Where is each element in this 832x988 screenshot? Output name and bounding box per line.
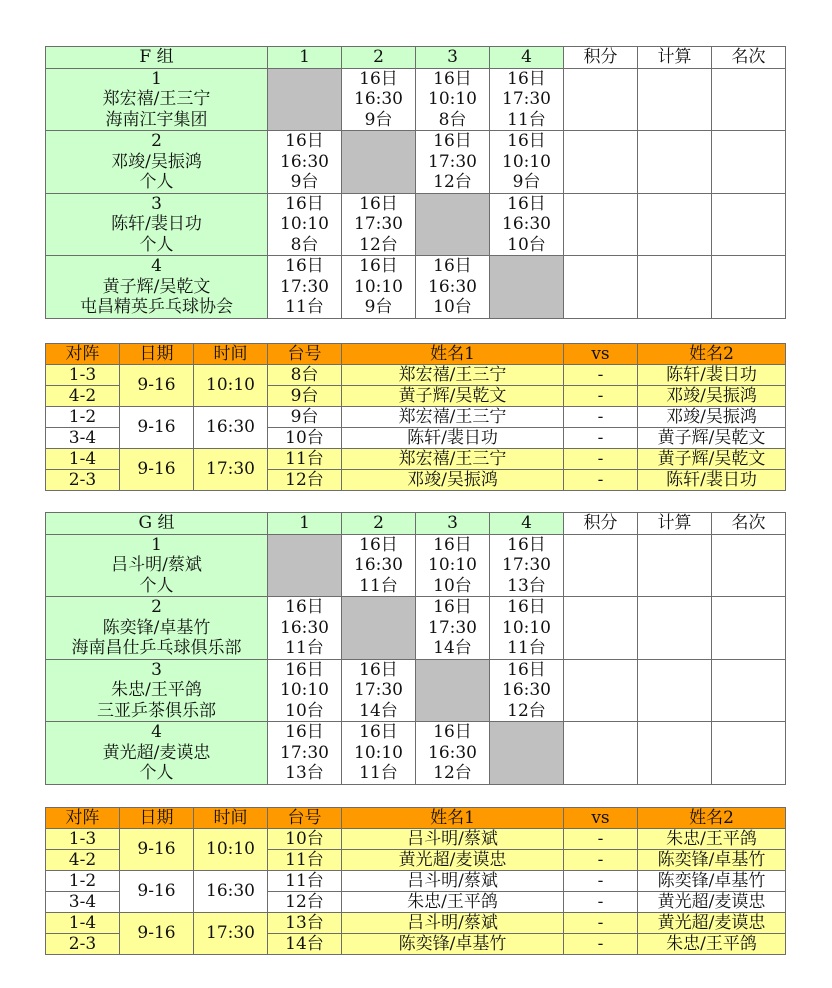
match-table: 11台	[285, 638, 324, 658]
match-day: 16日	[285, 131, 324, 151]
match-table: 9台	[512, 172, 541, 192]
player1-cell: 郑宏禧/王三宁	[342, 407, 564, 428]
player2-cell: 陈奕锋/卓基竹	[638, 871, 786, 892]
col-header-4: 4	[490, 513, 564, 535]
match-table: 14台	[359, 700, 398, 721]
match-time: 17:30	[502, 89, 551, 109]
group-header-row	[46, 513, 786, 535]
match-day: 16日	[433, 597, 472, 617]
player2-cell: 黄子辉/吴乾文	[638, 428, 786, 449]
player-name: 郑宏禧/王三宁	[102, 89, 211, 109]
match-time: 10:10	[428, 555, 477, 575]
match-table: 10台	[285, 700, 324, 721]
player1-cell: 黄子辉/吴乾文	[342, 386, 564, 407]
player-name: 朱忠/王平鸽	[111, 680, 202, 700]
match-day: 16日	[359, 659, 398, 680]
match-cell	[416, 534, 490, 597]
player-club: 海南江宇集团	[105, 109, 208, 130]
vs-cell: -	[564, 407, 638, 428]
match-time: 16:30	[428, 276, 477, 297]
match-table: 8台	[290, 234, 319, 255]
player-cell	[46, 68, 268, 131]
player-club: 海南昌仕乒乓球俱乐部	[71, 638, 242, 658]
schedule-row	[46, 829, 786, 850]
col-header-calc: 计算	[638, 513, 712, 535]
player1-cell: 吕斗明/蔡斌	[342, 829, 564, 850]
player-name: 邓竣/吴振鸿	[111, 151, 202, 172]
table-cell: 13台	[268, 913, 342, 934]
points-cell	[564, 722, 638, 785]
match-table: 10台	[507, 234, 546, 255]
time-cell: 10:10	[194, 365, 268, 407]
match-day: 16日	[359, 722, 398, 742]
match-time: 16:30	[502, 680, 551, 700]
player-number: 2	[151, 131, 162, 151]
time-cell: 16:30	[194, 871, 268, 913]
pair-cell: 4-2	[46, 386, 120, 407]
date-cell: 9-16	[120, 449, 194, 491]
table-cell: 8台	[268, 365, 342, 386]
col-header-table: 台号	[268, 344, 342, 365]
match-table: 9台	[290, 172, 319, 192]
col-header-vs: vs	[564, 344, 638, 365]
pair-cell: 1-2	[46, 871, 120, 892]
player-club: 个人	[139, 763, 174, 783]
self-match-cell	[342, 131, 416, 194]
player-row	[46, 534, 786, 597]
table-cell: 9台	[268, 407, 342, 428]
match-day: 16日	[359, 256, 398, 276]
match-day: 16日	[507, 534, 546, 555]
table-cell: 10台	[268, 428, 342, 449]
col-header-vs: vs	[564, 808, 638, 829]
player-cell	[46, 131, 268, 194]
calc-cell	[638, 193, 712, 256]
col-header-rank: 名次	[712, 513, 786, 535]
match-time: 16:30	[354, 89, 403, 109]
match-table: 11台	[507, 109, 546, 130]
col-header-time: 时间	[194, 808, 268, 829]
match-day: 16日	[359, 534, 398, 555]
vs-cell: -	[564, 386, 638, 407]
match-time: 16:30	[280, 151, 329, 172]
player2-cell: 陈奕锋/卓基竹	[638, 850, 786, 871]
date-cell: 9-16	[120, 829, 194, 871]
match-table: 12台	[433, 763, 472, 783]
table-cell: 9台	[268, 386, 342, 407]
calc-cell	[638, 722, 712, 785]
match-table: 12台	[359, 234, 398, 255]
player-club: 屯昌精英乒乓球协会	[80, 297, 233, 317]
calc-cell	[638, 256, 712, 319]
schedule-row	[46, 365, 786, 386]
self-match-cell	[268, 534, 342, 597]
self-match-cell	[490, 256, 564, 319]
match-cell	[268, 131, 342, 194]
match-cell	[490, 68, 564, 131]
match-cell	[268, 597, 342, 660]
col-header-pair: 对阵	[46, 808, 120, 829]
match-cell	[342, 659, 416, 722]
match-time: 10:10	[428, 89, 477, 109]
match-cell	[342, 722, 416, 785]
match-day: 16日	[433, 534, 472, 555]
calc-cell	[638, 534, 712, 597]
match-time: 16:30	[354, 555, 403, 575]
match-table: 11台	[507, 638, 546, 658]
match-cell	[490, 193, 564, 256]
table-cell: 14台	[268, 934, 342, 955]
col-header-1: 1	[268, 47, 342, 69]
date-cell: 9-16	[120, 871, 194, 913]
time-cell: 16:30	[194, 407, 268, 449]
player-name: 陈轩/裴日功	[111, 214, 202, 234]
player1-cell: 黄光超/麦谟忠	[342, 850, 564, 871]
match-cell	[342, 534, 416, 597]
schedule-row	[46, 407, 786, 428]
player-cell	[46, 597, 268, 660]
match-day: 16日	[285, 659, 324, 680]
col-header-pair: 对阵	[46, 344, 120, 365]
pair-cell: 1-3	[46, 365, 120, 386]
col-header-4: 4	[490, 47, 564, 69]
vs-cell: -	[564, 892, 638, 913]
schedule-row	[46, 871, 786, 892]
match-time: 17:30	[428, 617, 477, 638]
col-header-name2: 姓名2	[638, 344, 786, 365]
match-cell	[342, 68, 416, 131]
col-header-calc: 计算	[638, 47, 712, 69]
match-cell	[416, 256, 490, 319]
col-header-points: 积分	[564, 513, 638, 535]
date-cell: 9-16	[120, 407, 194, 449]
player1-cell: 朱忠/王平鸽	[342, 892, 564, 913]
player1-cell: 郑宏禧/王三宁	[342, 365, 564, 386]
match-time: 17:30	[502, 555, 551, 575]
player1-cell: 吕斗明/蔡斌	[342, 913, 564, 934]
date-cell: 9-16	[120, 913, 194, 955]
group-table-g	[45, 512, 786, 785]
time-cell: 17:30	[194, 913, 268, 955]
match-cell	[416, 597, 490, 660]
col-header-1: 1	[268, 513, 342, 535]
vs-cell: -	[564, 913, 638, 934]
date-cell: 9-16	[120, 365, 194, 407]
player2-cell: 朱忠/王平鸽	[638, 934, 786, 955]
match-table: 8台	[438, 109, 467, 130]
player-row	[46, 193, 786, 256]
player2-cell: 黄光超/麦谟忠	[638, 913, 786, 934]
match-table: 10台	[433, 297, 472, 317]
player-row	[46, 597, 786, 660]
points-cell	[564, 193, 638, 256]
match-cell	[490, 597, 564, 660]
player1-cell: 陈轩/裴日功	[342, 428, 564, 449]
match-time: 10:10	[502, 151, 551, 172]
player-name: 吕斗明/蔡斌	[111, 555, 202, 575]
time-cell: 10:10	[194, 829, 268, 871]
match-cell	[342, 256, 416, 319]
player2-cell: 朱忠/王平鸽	[638, 829, 786, 850]
points-cell	[564, 68, 638, 131]
match-table: 13台	[285, 763, 324, 783]
vs-cell: -	[564, 449, 638, 470]
col-header-3: 3	[416, 513, 490, 535]
vs-cell: -	[564, 829, 638, 850]
player1-cell: 陈奕锋/卓基竹	[342, 934, 564, 955]
rank-cell	[712, 597, 786, 660]
schedule-row	[46, 449, 786, 470]
col-header-date: 日期	[120, 808, 194, 829]
col-header-name1: 姓名1	[342, 344, 564, 365]
match-table: 14台	[433, 638, 472, 658]
player-cell	[46, 256, 268, 319]
col-header-3: 3	[416, 47, 490, 69]
match-day: 16日	[359, 193, 398, 214]
player-name: 黄光超/麦谟忠	[102, 742, 211, 763]
pair-cell: 2-3	[46, 470, 120, 491]
match-table: 12台	[507, 700, 546, 721]
player2-cell: 陈轩/裴日功	[638, 470, 786, 491]
match-time: 10:10	[280, 680, 329, 700]
player-club: 个人	[139, 575, 174, 596]
vs-cell: -	[564, 934, 638, 955]
points-cell	[564, 256, 638, 319]
vs-cell: -	[564, 365, 638, 386]
match-cell	[490, 659, 564, 722]
match-time: 10:10	[280, 214, 329, 234]
time-cell: 17:30	[194, 449, 268, 491]
vs-cell: -	[564, 470, 638, 491]
match-table: 13台	[507, 575, 546, 596]
player-row	[46, 722, 786, 785]
group-table-f	[45, 46, 786, 319]
pair-cell: 1-2	[46, 407, 120, 428]
rank-cell	[712, 131, 786, 194]
match-cell	[268, 256, 342, 319]
match-cell	[416, 722, 490, 785]
match-day: 16日	[507, 659, 546, 680]
calc-cell	[638, 597, 712, 660]
rank-cell	[712, 534, 786, 597]
player-number: 3	[151, 193, 162, 214]
match-day: 16日	[433, 68, 472, 89]
col-header-date: 日期	[120, 344, 194, 365]
player-row	[46, 659, 786, 722]
player2-cell: 黄光超/麦谟忠	[638, 892, 786, 913]
match-cell	[268, 722, 342, 785]
match-day: 16日	[433, 131, 472, 151]
player-cell	[46, 659, 268, 722]
match-table: 10台	[433, 575, 472, 596]
vs-cell: -	[564, 428, 638, 449]
pair-cell: 1-4	[46, 449, 120, 470]
schedule-header-row	[46, 344, 786, 365]
player-row	[46, 256, 786, 319]
table-cell: 11台	[268, 850, 342, 871]
player-number: 1	[151, 68, 162, 89]
player1-cell: 吕斗明/蔡斌	[342, 871, 564, 892]
player-club: 个人	[139, 234, 174, 255]
match-time: 10:10	[354, 742, 403, 763]
match-day: 16日	[285, 193, 324, 214]
player-number: 2	[151, 597, 162, 617]
col-header-points: 积分	[564, 47, 638, 69]
player-cell	[46, 193, 268, 256]
match-day: 16日	[285, 256, 324, 276]
pair-cell: 2-3	[46, 934, 120, 955]
table-cell: 11台	[268, 449, 342, 470]
schedule-row	[46, 913, 786, 934]
pair-cell: 3-4	[46, 892, 120, 913]
self-match-cell	[268, 68, 342, 131]
rank-cell	[712, 193, 786, 256]
match-cell	[416, 131, 490, 194]
rank-cell	[712, 722, 786, 785]
pair-cell: 1-3	[46, 829, 120, 850]
col-header-table: 台号	[268, 808, 342, 829]
match-time: 16:30	[280, 617, 329, 638]
match-time: 17:30	[354, 680, 403, 700]
match-time: 10:10	[354, 276, 403, 297]
self-match-cell	[416, 659, 490, 722]
self-match-cell	[490, 722, 564, 785]
match-cell	[490, 534, 564, 597]
match-day: 16日	[285, 722, 324, 742]
player2-cell: 邓竣/吴振鸿	[638, 407, 786, 428]
match-table: 11台	[359, 763, 398, 783]
match-day: 16日	[285, 597, 324, 617]
player-number: 1	[151, 534, 162, 555]
match-day: 16日	[507, 193, 546, 214]
match-time: 17:30	[280, 742, 329, 763]
match-day: 16日	[507, 131, 546, 151]
match-day: 16日	[507, 68, 546, 89]
player-number: 4	[151, 256, 162, 276]
vs-cell: -	[564, 850, 638, 871]
self-match-cell	[416, 193, 490, 256]
match-cell	[490, 131, 564, 194]
player-cell	[46, 534, 268, 597]
match-time: 16:30	[502, 214, 551, 234]
pair-cell: 3-4	[46, 428, 120, 449]
player-club: 个人	[139, 172, 174, 192]
match-table: 9台	[364, 109, 393, 130]
match-time: 16:30	[428, 742, 477, 763]
match-time: 17:30	[354, 214, 403, 234]
points-cell	[564, 131, 638, 194]
group-title: G 组	[46, 513, 268, 535]
match-time: 17:30	[428, 151, 477, 172]
player2-cell: 黄子辉/吴乾文	[638, 449, 786, 470]
col-header-2: 2	[342, 513, 416, 535]
calc-cell	[638, 131, 712, 194]
points-cell	[564, 534, 638, 597]
col-header-time: 时间	[194, 344, 268, 365]
player-number: 4	[151, 722, 162, 742]
match-cell	[342, 193, 416, 256]
calc-cell	[638, 68, 712, 131]
points-cell	[564, 659, 638, 722]
player-number: 3	[151, 659, 162, 680]
pair-cell: 4-2	[46, 850, 120, 871]
match-table: 11台	[285, 297, 324, 317]
match-time: 17:30	[280, 276, 329, 297]
match-table: 12台	[433, 172, 472, 192]
match-cell	[268, 659, 342, 722]
self-match-cell	[342, 597, 416, 660]
player2-cell: 陈轩/裴日功	[638, 365, 786, 386]
table-cell: 10台	[268, 829, 342, 850]
calc-cell	[638, 659, 712, 722]
player1-cell: 邓竣/吴振鸿	[342, 470, 564, 491]
rank-cell	[712, 256, 786, 319]
rank-cell	[712, 659, 786, 722]
table-cell: 11台	[268, 871, 342, 892]
match-cell	[416, 68, 490, 131]
schedule-header-row	[46, 808, 786, 829]
schedule-table-g	[45, 807, 786, 955]
table-cell: 12台	[268, 470, 342, 491]
player-club: 三亚乒茶俱乐部	[97, 700, 216, 721]
col-header-2: 2	[342, 47, 416, 69]
match-table: 9台	[364, 297, 393, 317]
table-cell: 12台	[268, 892, 342, 913]
player-name: 陈奕锋/卓基竹	[102, 617, 211, 638]
match-day: 16日	[433, 722, 472, 742]
match-day: 16日	[433, 256, 472, 276]
player1-cell: 郑宏禧/王三宁	[342, 449, 564, 470]
vs-cell: -	[564, 871, 638, 892]
player-name: 黄子辉/吴乾文	[102, 276, 211, 297]
match-time: 10:10	[502, 617, 551, 638]
player2-cell: 邓竣/吴振鸿	[638, 386, 786, 407]
player-cell	[46, 722, 268, 785]
group-header-row	[46, 47, 786, 69]
col-header-name1: 姓名1	[342, 808, 564, 829]
group-title: F 组	[46, 47, 268, 69]
schedule-table-f	[45, 343, 786, 491]
match-table: 11台	[359, 575, 398, 596]
col-header-name2: 姓名2	[638, 808, 786, 829]
player-row	[46, 131, 786, 194]
rank-cell	[712, 68, 786, 131]
player-row	[46, 68, 786, 131]
points-cell	[564, 597, 638, 660]
col-header-rank: 名次	[712, 47, 786, 69]
pair-cell: 1-4	[46, 913, 120, 934]
match-day: 16日	[359, 68, 398, 89]
match-cell	[268, 193, 342, 256]
match-day: 16日	[507, 597, 546, 617]
